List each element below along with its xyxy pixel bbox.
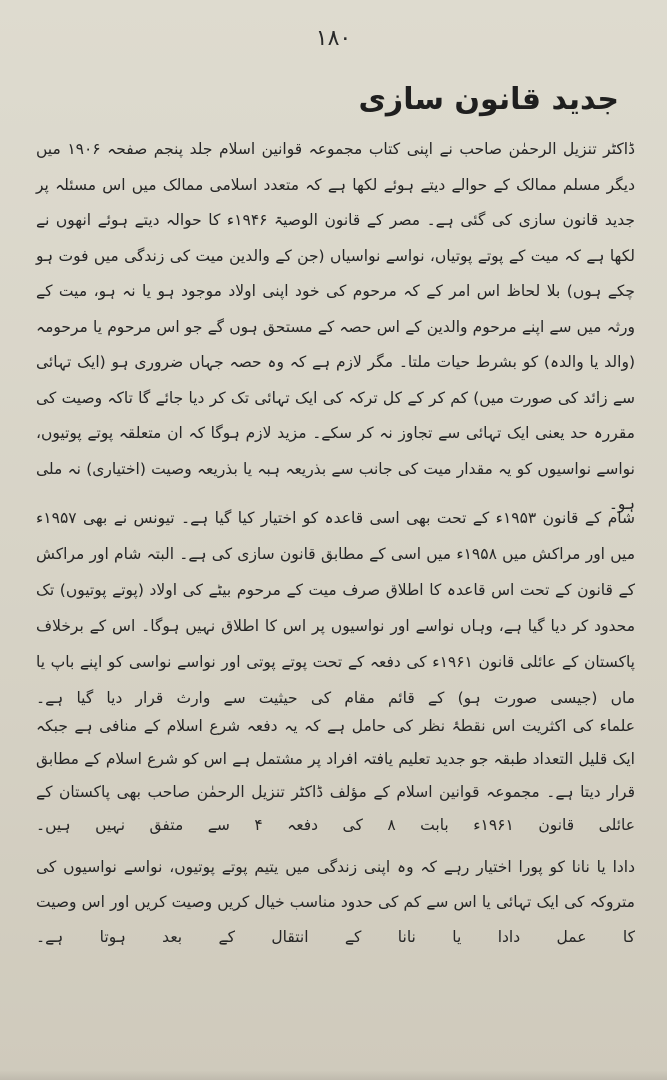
paragraph-text: دادا یا نانا کو پورا اختیار رہے کہ وہ اپنی زندگی میں یتیم پوتے پوتیوں، نواسے نواسیوں کی متروکہ کی ایک تہائی یا اس سے کم کی حدود مناسب خیال کریں وصیت کریں اور اس وصیت کا عمل دادا یا نانا کے انتقال کے بعد ہوتا ہے۔ bbox=[36, 858, 635, 946]
paragraph-text: ڈاکٹر تنزیل الرحمٰن صاحب نے اپنی کتاب مجموعہ قوانین اسلام جلد پنجم صفحہ ۱۹۰۶ میں دیگر مسلم ممالک کے حوالے دیتے ہوئے لکھا ہے کہ متعدد اسلامی ممالک میں اس مسئلہ پر جدید قانون سازی کی گئی ہے۔ مصر کے قانون الوصیۃ ۱۹۴۶ء کا حوالہ دیتے ہوئے انھوں نے لکھا ہے کہ میت کے پوتے پوتیاں، نواسے نواسیاں (جن کے والدین میت کی زندگی میں فوت ہو چکے ہوں) بلا لحاظ اس امر کے کہ مرحوم کی خود اپنی اولاد موجود ہو یا نہ ہو، میت کے ورثہ میں سے اپنے مرحوم والدین کے اس حصہ کے مستحق ہوں گے جو اس مرحوم یا مرحومہ (والد یا والدہ) کو بشرط حیات ملتا۔ مگر لازم ہے کہ وہ حصہ جہاں ضروری ہو (ایک تہائی سے زائد کی صورت میں) کم کر کے کل ترکہ کی ایک تہائی تک کر دیا جائے گا تاکہ وصیت کی مقررہ حد یعنی ایک تہائی سے تجاوز نہ کر سکے۔ مزید لازم ہوگا کہ ان متعلقہ پوتے پوتیوں، نواسے نواسیوں کو یہ مقدار میت کی جانب سے بذریعہ ہبہ یا بذریعہ وصیت (اختیاری) نہ ملی ہو۔ bbox=[36, 140, 635, 513]
page-title: جدید قانون سازی bbox=[358, 82, 619, 117]
paragraph-4 bbox=[36, 850, 635, 990]
paragraph-text: شام کے قانون ۱۹۵۳ء کے تحت بھی اسی قاعدہ کو اختیار کیا گیا ہے۔ تیونس نے بھی ۱۹۵۷ء میں اور مراکش میں ۱۹۵۸ء میں اسی کے مطابق قانون سازی کی ہے۔ البتہ شام اور مراکش کے قانون کے تحت اس قاعدہ کا اطلاق صرف میت کے مرحوم بیٹے کی اولاد (پوتے پوتیوں) تک محدود کر دیا گیا ہے، وہاں نواسے اور نواسیوں پر اس کا اطلاق نہیں ہوگا۔ اس کے برخلاف پاکستان کے عائلی قانون ۱۹۶۱ء کی دفعہ کے تحت پوتے پوتی اور نواسے نواسی کو اپنے باپ یا ماں (جیسی صورت ہو) کے قائم مقام کی حیثیت سے وارث قرار دیا گیا ہے۔ bbox=[36, 509, 635, 707]
page-number: ۱۸۰ bbox=[315, 26, 352, 51]
paragraph-1 bbox=[36, 132, 635, 558]
page-edge-shadow bbox=[0, 1070, 667, 1080]
paragraph-text: علماء کی اکثریت اس نقطۂ نظر کی حامل ہے کہ یہ دفعہ شرع اسلام کے منافی ہے جبکہ ایک قلیل التعداد طبقہ جو جدید تعلیم یافتہ افراد پر مشتمل ہے اس کو شرع اسلام کے مطابق قرار دیتا ہے۔ مجموعہ قوانین اسلام کے مؤلف ڈاکٹر تنزیل الرحمٰن صاحب بھی پاکستان کے عائلی قانون ۱۹۶۱ء بابت ۸ کی دفعہ ۴ سے متفق نہیں ہیں۔ bbox=[36, 717, 635, 834]
